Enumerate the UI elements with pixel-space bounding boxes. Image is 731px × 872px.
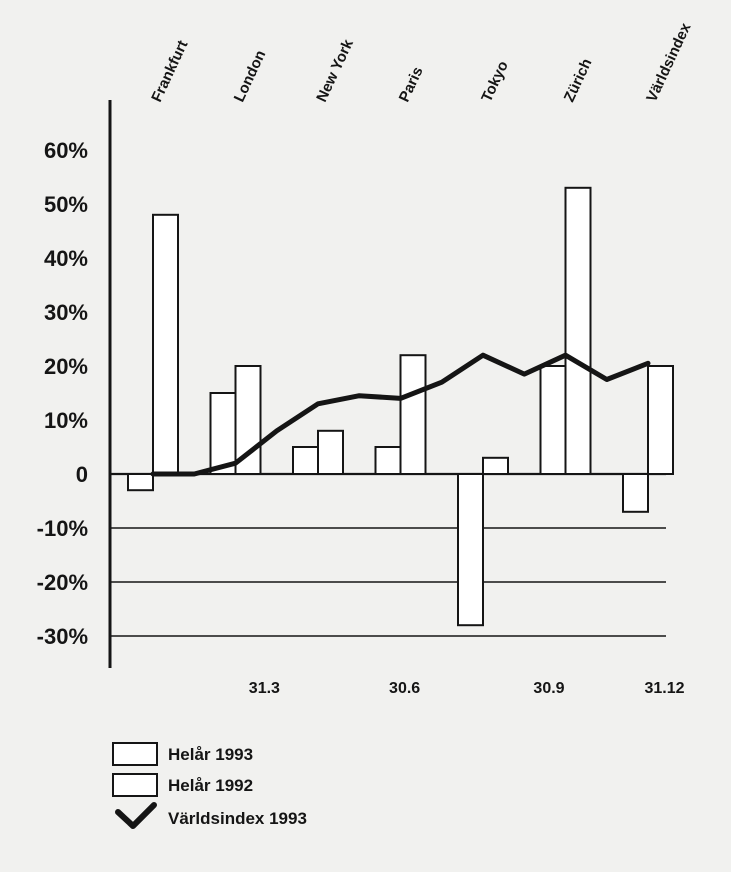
legend-label: Världsindex 1993 [168,809,307,828]
bar-1993 [623,474,648,512]
legend-swatch [113,743,157,765]
bar-1993 [541,366,566,474]
category-label: New York [313,36,357,105]
bar-1992 [318,431,343,474]
y-tick-label: 60% [43,138,88,163]
category-label: Världsindex [643,20,695,105]
category-labels [148,20,695,105]
y-tick-label: -20% [36,570,88,595]
bar-1993 [376,447,401,474]
legend-label: Helår 1993 [168,745,254,764]
bar-1992 [566,188,591,474]
y-tick-label: 30% [43,300,88,325]
y-tick-label: 0 [75,462,88,487]
bar-1992 [401,355,426,474]
y-tick-label: 40% [43,246,88,271]
bar-1992 [483,458,508,474]
bar-1993 [458,474,483,625]
category-label: Frankfurt [148,37,192,105]
category-label: London [230,47,270,105]
y-tick-label: -10% [36,516,88,541]
category-label: Tokyo [478,58,512,105]
bars [128,188,673,625]
date-label: 31.3 [248,680,280,697]
bar-1993 [128,474,153,490]
date-label: 30.6 [389,680,421,697]
category-label: Paris [395,64,427,105]
y-tick-label: 20% [43,354,88,379]
bar-1992 [153,215,178,474]
bar-1992 [648,366,673,474]
y-axis-labels [37,138,88,649]
legend-line-swatch [118,805,154,826]
y-tick-label: 10% [43,408,88,433]
bar-1993 [293,447,318,474]
date-label: 31.12 [644,680,685,697]
category-label: Zürich [560,55,596,105]
legend [113,743,307,828]
date-label: 30.9 [533,680,565,697]
legend-swatch [113,774,157,796]
gridlines [110,474,666,636]
date-labels [249,680,685,697]
y-tick-label: 50% [43,192,88,217]
legend-label: Helår 1992 [168,776,254,795]
y-tick-label: -30% [36,624,88,649]
